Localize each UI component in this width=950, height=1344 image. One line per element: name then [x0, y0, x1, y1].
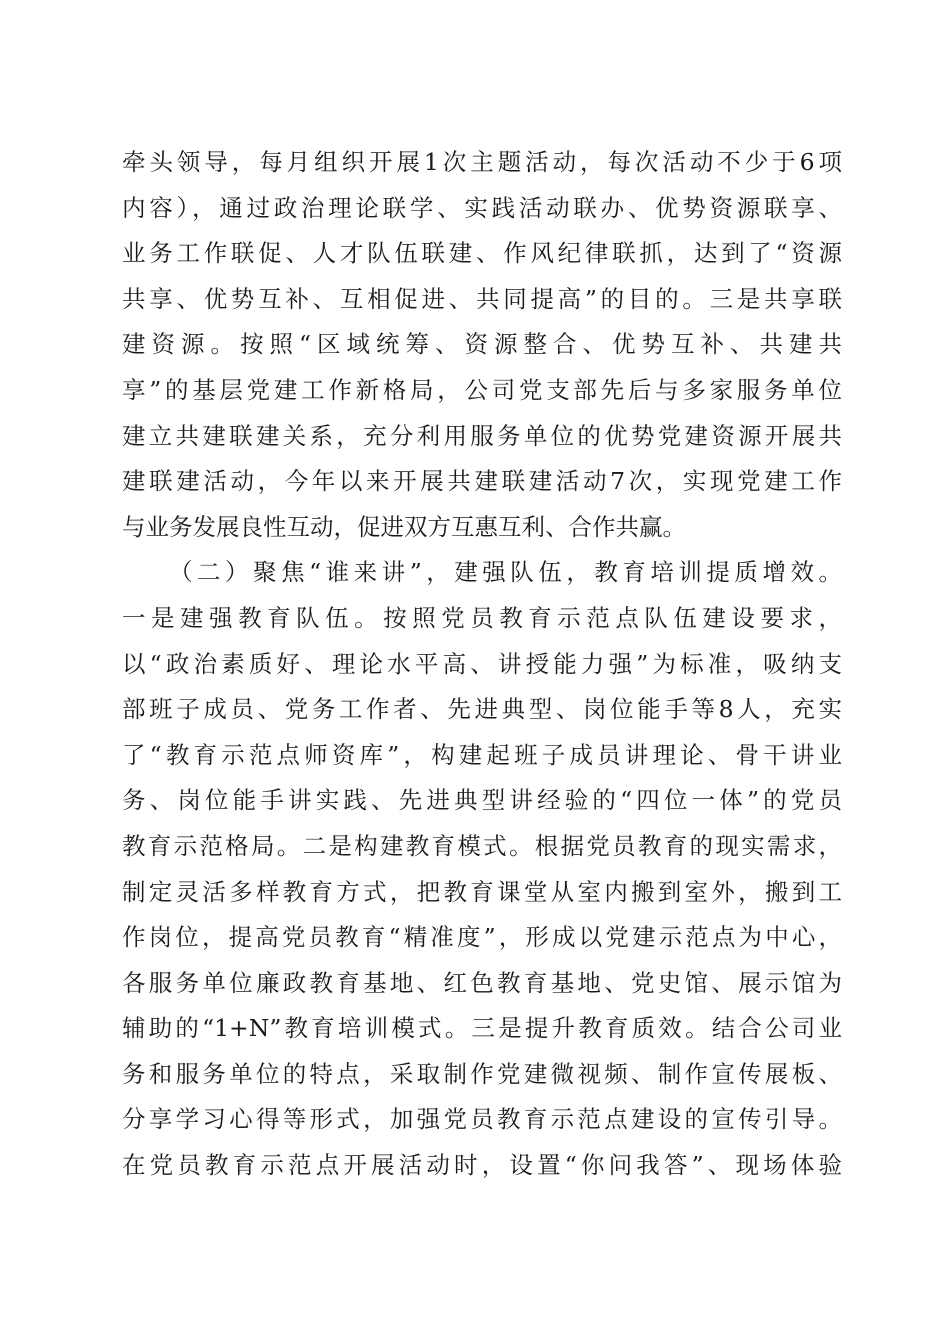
text-line: 共享、优势互补、互相促进、共同提高”的目的。三是共享联: [122, 284, 842, 313]
text-line: 建资源。按照“区域统筹、资源整合、优势互补、共建共: [122, 330, 842, 359]
text-line: 与业务发展良性互动，促进双方互惠互利、合作共赢。: [122, 512, 686, 541]
text-line: 务和服务单位的特点，采取制作党建微视频、制作宣传展板、: [122, 1059, 842, 1088]
text-line: 教育示范格局。二是构建教育模式。根据党员教育的现实需求，: [122, 831, 842, 860]
text-line: 制定灵活多样教育方式，把教育课堂从室内搬到室外，搬到工: [122, 877, 842, 906]
document-body: [122, 140, 842, 1189]
text-line: 分享学习心得等形式，加强党员教育示范点建设的宣传引导。: [122, 1105, 842, 1134]
text-line: 在党员教育示范点开展活动时，设置“你问我答”、现场体验: [122, 1151, 842, 1180]
text-line: 牵头领导，每月组织开展1次主题活动，每次活动不少于6项: [122, 148, 842, 176]
text-line: 内容），通过政治理论联学、实践活动联办、优势资源联享、: [122, 193, 842, 222]
text-line: 作岗位，提高党员教育“精准度”，形成以党建示范点为中心，: [122, 923, 842, 952]
text-line: 各服务单位廉政教育基地、红色教育基地、党史馆、展示馆为: [122, 968, 842, 997]
text-line: 务、岗位能手讲实践、先进典型讲经验的“四位一体”的党员: [122, 786, 842, 815]
text-line: 辅助的“1+N”教育培训模式。三是提升教育质效。结合公司业: [122, 1014, 842, 1043]
text-line: 享”的基层党建工作新格局，公司党支部先后与多家服务单位: [122, 375, 842, 404]
text-line: 以“政治素质好、理论水平高、讲授能力强”为标准，吸纳支: [122, 649, 842, 678]
text-line: 了“教育示范点师资库”，构建起班子成员讲理论、骨干讲业: [122, 740, 842, 769]
section-heading: （二）聚焦“谁来讲”，建强队伍，教育培训提质增效。: [169, 558, 842, 587]
text-line: 部班子成员、党务工作者、先进典型、岗位能手等8人，充实: [122, 695, 842, 724]
text-line: 建立共建联建关系，充分利用服务单位的优势党建资源开展共: [122, 421, 842, 450]
text-line: 建联建活动，今年以来开展共建联建活动7次，实现党建工作: [122, 467, 842, 496]
text-line: 业务工作联促、人才队伍联建、作风纪律联抓，达到了“资源: [122, 239, 842, 268]
text-line: 一是建强教育队伍。按照党员教育示范点队伍建设要求，: [122, 603, 842, 632]
